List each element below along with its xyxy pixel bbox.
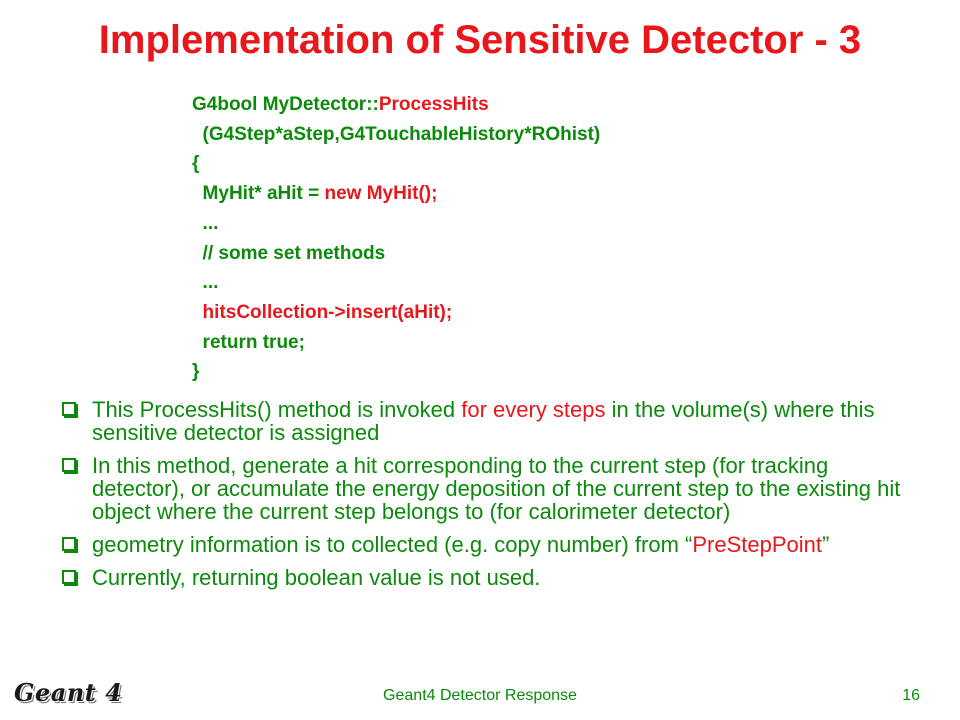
- bullet-text: in the volume(s) where this sensitive detector is assigned: [92, 397, 875, 445]
- page-number: 16: [902, 687, 920, 704]
- code-line-2: (G4Step*aStep,G4TouchableHistory*ROhist): [192, 123, 601, 145]
- square-bullet-icon: [62, 402, 76, 416]
- slide-title: Implementation of Sensitive Detector - 3: [98, 18, 862, 62]
- bullet-text: This ProcessHits() method is invoked: [92, 397, 462, 422]
- square-bullet-icon: [62, 537, 76, 551]
- code-line-9: return true;: [192, 331, 305, 353]
- code-line-1: [192, 90, 600, 120]
- bullet-text: Currently, returning boolean value is not used.: [92, 565, 541, 590]
- bullet-highlight: PreStepPoint: [692, 532, 822, 557]
- bullet-item-4: [60, 566, 920, 589]
- code-block: [192, 90, 600, 387]
- code-line-6: // some set methods: [192, 242, 386, 264]
- code-text: MyHit* aHit =: [192, 183, 325, 205]
- code-highlight: new MyHit();: [324, 183, 438, 205]
- geant4-logo: Geant 4: [14, 678, 123, 707]
- bullet-text: ”: [822, 532, 830, 557]
- bullet-highlight: for every steps: [461, 397, 606, 422]
- bullet-item-3: [60, 533, 920, 556]
- bullet-text: In this method, generate a hit corresponding to the current step (for tracking detector), or accumulate the energy deposition of the current step to the existing hit object where the current step belongs to (for calorimeter detector): [92, 453, 901, 524]
- code-line-5: ...: [192, 212, 219, 234]
- bullet-list: [60, 398, 920, 599]
- bullet-item-1: [60, 398, 920, 444]
- code-text: G4bool MyDetector::: [192, 94, 379, 115]
- code-line-7: ...: [192, 272, 219, 294]
- square-bullet-icon: [62, 570, 76, 584]
- code-line-8: hitsCollection->insert(aHit);: [192, 301, 453, 323]
- code-line-4: [192, 179, 600, 209]
- bullet-item-2: [60, 454, 920, 523]
- bullet-text: geometry information is to collected (e.g. copy number) from “: [92, 532, 693, 557]
- code-line-3: {: [192, 153, 200, 175]
- code-highlight: ProcessHits: [378, 94, 489, 115]
- footer-title: Geant4 Detector Response: [383, 687, 577, 704]
- square-bullet-icon: [62, 458, 76, 472]
- code-line-10: }: [192, 361, 200, 383]
